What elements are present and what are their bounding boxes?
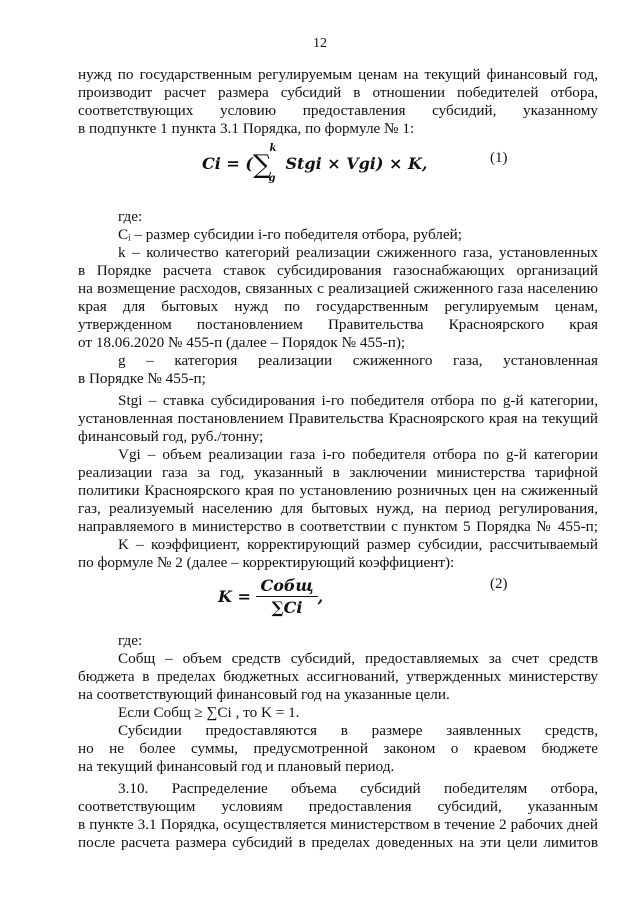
text-line: в Порядке № 455-п; <box>78 370 206 387</box>
text-line: K – коэффициент, корректирующий размер субсидии, рассчитываемый <box>118 536 598 553</box>
text-line: реализации газа за год, указанный в заключении министерства тарифной <box>78 464 598 481</box>
formula-1-body: Stgi × Vgi) × K, <box>285 154 428 173</box>
page-number: 12 <box>313 36 327 51</box>
text-line: установленная постановлением Правительства Красноярского края на текущий <box>78 410 598 427</box>
text-line: по формуле № 2 (далее – корректирующий коэффициент): <box>78 554 455 571</box>
text-line: газ, реализуемый населению для бытовых нужд, на период регулирования, <box>78 500 598 517</box>
fraction-denominator: ∑Ci <box>271 598 303 617</box>
text-line: в Порядке расчета ставок субсидирования газоснабжающих организаций <box>78 262 598 279</box>
sum-sign: ∑ <box>252 150 272 180</box>
text-line: политики Красноярского края по установлению розничных цен на сжиженный <box>78 482 598 499</box>
formula-2-number: (2) <box>490 576 508 592</box>
text-line: где: <box>118 632 143 649</box>
formula-1-number: (1) <box>490 150 508 166</box>
text-line: нужд по государственным регулируемым ценам на текущий финансовый год, <box>78 66 598 83</box>
text-line: от 18.06.2020 № 455-п (далее – Порядок № 455-п); <box>78 334 406 351</box>
text-line: но не более суммы, предусмотренной законом о краевом бюджете <box>78 740 598 757</box>
fraction-numerator: Cобщ <box>256 576 317 597</box>
formula-1-lhs: Ci = ( <box>202 154 253 173</box>
text-line: Stgi – ставка субсидирования i-го победителя отбора по g-й категории, <box>118 392 598 409</box>
text-line: g – категория реализации сжиженного газа, установленная <box>118 352 598 369</box>
text-line: после расчета размера субсидий в пределах доведенных на эти цели лимитов <box>78 834 598 851</box>
text-line: Vgi – объем реализации газа i-го победителя отбора по g-й категории <box>118 446 598 463</box>
text-line: соответствующих условию предоставления субсидий, указанному <box>78 102 598 119</box>
text-line: утвержденном постановлением Правительства Красноярского края <box>78 316 598 333</box>
text-line: на соответствующий финансовый год на указанные цели. <box>78 686 450 703</box>
text-line: бюджета в пределах бюджетных ассигнований, утвержденных министерству <box>78 668 598 685</box>
text-line: финансовый год, руб./тонну; <box>78 428 264 445</box>
text-line: где: <box>118 208 143 225</box>
formula-2-tail: , <box>317 587 324 606</box>
text-line: производит расчет размера субсидий в отношении победителей отбора, <box>78 84 598 101</box>
text-line: направляемого в министерство в соответствии с пунктом 5 Порядка № 455-п; <box>78 518 598 535</box>
text-line: Cᵢ – размер субсидии i-го победителя отбора, рублей; <box>118 226 462 243</box>
formula-1 <box>202 142 428 185</box>
fraction <box>256 576 317 617</box>
text-line: края для бытовых нужд по государственным регулируемым ценам, <box>78 298 598 315</box>
text-line: Субсидии предоставляются в размере заявленных средств, <box>118 722 598 739</box>
text-line: в подпункте 1 пункта 3.1 Порядка, по формуле № 1: <box>78 120 415 137</box>
text-line: 3.10. Распределение объема субсидий победителям отбора, <box>118 780 598 797</box>
formula-2 <box>218 576 323 617</box>
formula-2-lhs: K = <box>218 587 251 606</box>
text-line: k – количество категорий реализации сжиженного газа, установленных <box>118 244 598 261</box>
text-line: Если Cобщ ≥ ∑Ci , то K = 1. <box>118 704 300 721</box>
sum-upper-limit: k <box>269 142 277 154</box>
text-line: на возмещение расходов, связанных с реализацией сжиженного газа населению <box>78 280 598 297</box>
text-line: в пункте 3.1 Порядка, осуществляется министерством в течение 2 рабочих дней <box>78 816 598 833</box>
sum-lower-limit: g <box>268 173 276 185</box>
text-line: на текущий финансовый год и плановый период. <box>78 758 395 775</box>
text-line: соответствующим условиям предоставления субсидий, указанным <box>78 798 598 815</box>
text-line: Cобщ – объем средств субсидий, предоставляемых за счет средств <box>118 650 598 667</box>
